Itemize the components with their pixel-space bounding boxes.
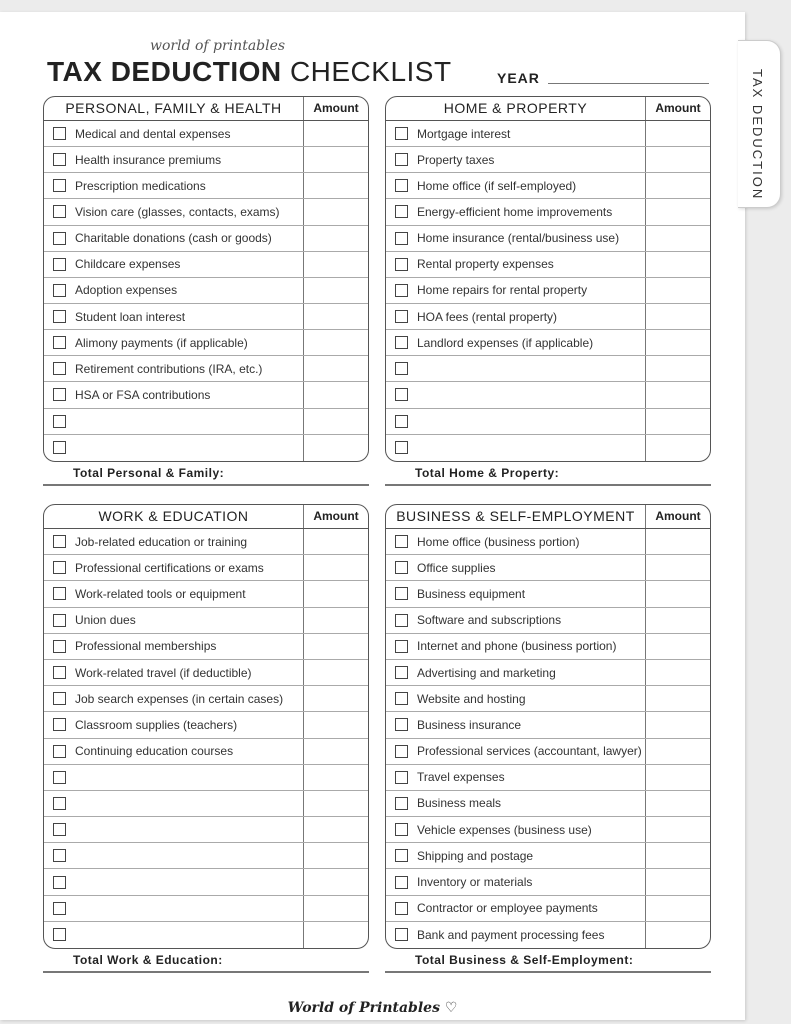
item-label: Student loan interest [75, 309, 186, 324]
table-row [386, 660, 710, 686]
checkbox[interactable] [395, 876, 408, 889]
table-header [44, 97, 368, 121]
item-label: Internet and phone (business portion) [417, 639, 617, 654]
amount-cell[interactable] [303, 843, 368, 868]
item-label: Union dues [75, 613, 136, 628]
checkbox[interactable] [53, 745, 66, 758]
amount-cell[interactable] [303, 252, 368, 277]
checkbox[interactable] [395, 928, 408, 941]
table-row [44, 356, 368, 382]
item-label: Classroom supplies (teachers) [75, 717, 238, 732]
item-label: Home office (if self-employed) [417, 178, 577, 193]
item-label: Rental property expenses [417, 257, 554, 272]
amount-cell[interactable] [303, 226, 368, 251]
item-label: Work-related tools or equipment [75, 586, 246, 601]
table-row [386, 843, 710, 869]
amount-cell[interactable] [303, 712, 368, 737]
checkbox[interactable] [53, 771, 66, 784]
checkbox[interactable] [53, 362, 66, 375]
section-total[interactable]: Total Personal & Family: [43, 466, 369, 486]
checkbox[interactable] [53, 692, 66, 705]
table-row [386, 791, 710, 817]
amount-cell[interactable] [303, 382, 368, 407]
table-row [44, 922, 368, 948]
amount-cell[interactable] [645, 791, 710, 816]
checkbox[interactable] [395, 535, 408, 548]
checkbox[interactable] [53, 849, 66, 862]
checkbox[interactable] [395, 362, 408, 375]
item-label: Software and subscriptions [417, 613, 562, 628]
amount-cell[interactable] [303, 356, 368, 381]
amount-cell[interactable] [303, 199, 368, 224]
table-row [386, 226, 710, 252]
table-row [44, 278, 368, 304]
checkbox[interactable] [395, 561, 408, 574]
table-row [44, 304, 368, 330]
amount-cell[interactable] [303, 869, 368, 894]
item-label: Landlord expenses (if applicable) [417, 335, 594, 350]
table-row [386, 869, 710, 895]
table-row [386, 304, 710, 330]
amount-cell[interactable] [303, 608, 368, 633]
amount-cell[interactable] [645, 555, 710, 580]
checkbox[interactable] [53, 441, 66, 454]
checkbox[interactable] [395, 153, 408, 166]
item-label: Business insurance [417, 717, 522, 732]
table-row [44, 843, 368, 869]
item-label: Charitable donations (cash or goods) [75, 231, 272, 246]
section-table [385, 96, 711, 462]
item-label: Advertising and marketing [417, 665, 556, 680]
checkbox[interactable] [395, 797, 408, 810]
section-table [43, 504, 369, 949]
section-table [385, 504, 711, 949]
amount-cell[interactable] [645, 278, 710, 303]
section-table [43, 96, 369, 462]
table-row [386, 765, 710, 791]
table-row [44, 817, 368, 843]
amount-cell[interactable] [645, 252, 710, 277]
checkbox[interactable] [395, 823, 408, 836]
table-row [44, 791, 368, 817]
checkbox[interactable] [395, 388, 408, 401]
table-row [386, 817, 710, 843]
item-label: Contractor or employee payments [417, 901, 598, 916]
amount-cell[interactable] [645, 817, 710, 842]
section-tab[interactable] [738, 40, 781, 208]
amount-cell[interactable] [645, 686, 710, 711]
table-row [44, 686, 368, 712]
item-label: Property taxes [417, 152, 495, 167]
amount-cell[interactable] [645, 660, 710, 685]
table-row [44, 173, 368, 199]
table-row [44, 608, 368, 634]
amount-cell[interactable] [303, 765, 368, 790]
table-row [386, 608, 710, 634]
amount-cell[interactable] [303, 581, 368, 606]
amount-cell[interactable] [645, 435, 710, 461]
table-row [386, 435, 710, 461]
table-row [386, 409, 710, 435]
table-row [386, 382, 710, 408]
checkbox[interactable] [53, 388, 66, 401]
amount-cell[interactable] [645, 922, 710, 948]
checkbox[interactable] [53, 179, 66, 192]
item-label: Medical and dental expenses [75, 126, 231, 141]
item-label: Professional services (accountant, lawyer) [417, 744, 642, 759]
amount-cell[interactable] [303, 435, 368, 461]
checkbox[interactable] [53, 258, 66, 271]
amount-cell[interactable] [303, 555, 368, 580]
checkbox[interactable] [395, 232, 408, 245]
table-row [44, 409, 368, 435]
checkbox[interactable] [53, 640, 66, 653]
table-header [386, 97, 710, 121]
table-row [386, 634, 710, 660]
table-row [386, 121, 710, 147]
checkbox[interactable] [53, 232, 66, 245]
title-bold: TAX DEDUCTION [47, 56, 282, 87]
table-row [44, 634, 368, 660]
amount-cell[interactable] [645, 173, 710, 198]
checkbox[interactable] [53, 666, 66, 679]
amount-cell[interactable] [303, 686, 368, 711]
item-label: Continuing education courses [75, 744, 234, 759]
amount-cell[interactable] [303, 529, 368, 554]
table-row [44, 252, 368, 278]
checkbox[interactable] [53, 535, 66, 548]
item-label: Work-related travel (if deductible) [75, 665, 252, 680]
table-row [386, 330, 710, 356]
amount-cell[interactable] [303, 278, 368, 303]
amount-cell[interactable] [303, 409, 368, 434]
table-row [386, 529, 710, 555]
section-total[interactable]: Total Home & Property: [385, 466, 711, 486]
page-title [47, 56, 452, 88]
item-label: Bank and payment processing fees [417, 927, 605, 942]
amount-cell[interactable] [303, 896, 368, 921]
item-label: Job-related education or training [75, 534, 248, 549]
table-row [386, 278, 710, 304]
amount-cell[interactable] [645, 147, 710, 172]
checkbox[interactable] [53, 823, 66, 836]
amount-cell[interactable] [645, 529, 710, 554]
item-label: Vehicle expenses (business use) [417, 822, 592, 837]
table-header [44, 505, 368, 529]
footer-logo: World of Printables ♡ [287, 1000, 458, 1016]
item-label: Mortgage interest [417, 126, 511, 141]
checkbox[interactable] [395, 718, 408, 731]
table-row [386, 922, 710, 948]
item-label: HOA fees (rental property) [417, 309, 558, 324]
checkbox[interactable] [395, 127, 408, 140]
checkbox[interactable] [395, 666, 408, 679]
amount-cell[interactable] [645, 226, 710, 251]
amount-cell[interactable] [645, 608, 710, 633]
amount-cell[interactable] [303, 739, 368, 764]
checkbox[interactable] [53, 876, 66, 889]
checkbox[interactable] [53, 797, 66, 810]
checkbox[interactable] [395, 310, 408, 323]
item-label: Health insurance premiums [75, 152, 222, 167]
item-label: HSA or FSA contributions [75, 387, 211, 402]
item-label: Childcare expenses [75, 257, 181, 272]
section-total[interactable]: Total Business & Self-Employment: [385, 953, 711, 973]
amount-cell[interactable] [645, 199, 710, 224]
item-label: Website and hosting [417, 691, 526, 706]
table-row [386, 173, 710, 199]
checkbox[interactable] [395, 336, 408, 349]
item-label: Business meals [417, 796, 502, 811]
item-label: Inventory or materials [417, 875, 533, 890]
checkbox[interactable] [395, 284, 408, 297]
year-field[interactable] [548, 83, 709, 84]
checkbox[interactable] [53, 614, 66, 627]
amount-cell[interactable] [645, 409, 710, 434]
amount-cell[interactable] [645, 121, 710, 146]
table-row [386, 147, 710, 173]
item-label: Retirement contributions (IRA, etc.) [75, 361, 263, 376]
amount-cell[interactable] [303, 304, 368, 329]
item-label: Home repairs for rental property [417, 283, 588, 298]
table-row [44, 382, 368, 408]
section-title: PERSONAL, FAMILY & HEALTH [65, 100, 282, 116]
amount-header: Amount [645, 97, 710, 120]
checkbox[interactable] [53, 587, 66, 600]
amount-cell[interactable] [303, 791, 368, 816]
item-label: Alimony payments (if applicable) [75, 335, 248, 350]
amount-cell[interactable] [303, 660, 368, 685]
table-row [386, 686, 710, 712]
item-label: Professional certifications or exams [75, 560, 264, 575]
checkbox[interactable] [53, 205, 66, 218]
checkbox[interactable] [395, 902, 408, 915]
amount-cell[interactable] [303, 121, 368, 146]
amount-cell[interactable] [645, 712, 710, 737]
section-title: BUSINESS & SELF-EMPLOYMENT [396, 508, 635, 524]
amount-header: Amount [645, 505, 710, 528]
item-label: Travel expenses [417, 770, 505, 785]
amount-cell[interactable] [645, 869, 710, 894]
table-row [386, 555, 710, 581]
checkbox[interactable] [53, 718, 66, 731]
item-label: Energy-efficient home improvements [417, 204, 613, 219]
table-row [44, 712, 368, 738]
checkbox[interactable] [53, 153, 66, 166]
amount-cell[interactable] [645, 330, 710, 355]
item-label: Vision care (glasses, contacts, exams) [75, 204, 280, 219]
item-label: Adoption expenses [75, 283, 178, 298]
table-row [44, 765, 368, 791]
section-total[interactable]: Total Work & Education: [43, 953, 369, 973]
table-row [386, 252, 710, 278]
item-label: Home office (business portion) [417, 534, 580, 549]
checkbox[interactable] [395, 258, 408, 271]
checkbox[interactable] [395, 771, 408, 784]
amount-cell[interactable] [645, 843, 710, 868]
table-row [44, 529, 368, 555]
checkbox[interactable] [53, 415, 66, 428]
table-row [44, 739, 368, 765]
item-label: Home insurance (rental/business use) [417, 231, 620, 246]
title-light: CHECKLIST [289, 56, 452, 87]
checkbox[interactable] [53, 561, 66, 574]
amount-cell[interactable] [303, 173, 368, 198]
amount-cell[interactable] [303, 634, 368, 659]
item-label: Prescription medications [75, 178, 206, 193]
amount-cell[interactable] [645, 739, 710, 764]
table-row [44, 896, 368, 922]
checkbox[interactable] [395, 692, 408, 705]
table-row [44, 435, 368, 461]
checkbox[interactable] [395, 849, 408, 862]
amount-cell[interactable] [645, 896, 710, 921]
item-label: Business equipment [417, 586, 526, 601]
tab-label: TAX DEDUCTION [750, 69, 765, 201]
checkbox[interactable] [395, 179, 408, 192]
table-row [386, 712, 710, 738]
checkbox[interactable] [53, 902, 66, 915]
table-row [386, 581, 710, 607]
amount-cell[interactable] [303, 330, 368, 355]
item-label: Job search expenses (in certain cases) [75, 691, 284, 706]
checkbox[interactable] [53, 284, 66, 297]
checkbox[interactable] [395, 745, 408, 758]
table-row [44, 660, 368, 686]
brand-script: world of printables [150, 38, 286, 54]
checkbox[interactable] [395, 587, 408, 600]
item-label: Shipping and postage [417, 848, 534, 863]
amount-cell[interactable] [645, 356, 710, 381]
amount-cell[interactable] [303, 817, 368, 842]
checkbox[interactable] [395, 415, 408, 428]
table-row [44, 330, 368, 356]
item-label: Professional memberships [75, 639, 217, 654]
amount-cell[interactable] [303, 147, 368, 172]
amount-cell[interactable] [645, 581, 710, 606]
checkbox[interactable] [53, 310, 66, 323]
table-row [44, 147, 368, 173]
amount-cell[interactable] [645, 634, 710, 659]
checkbox[interactable] [395, 640, 408, 653]
amount-cell[interactable] [645, 765, 710, 790]
table-header [386, 505, 710, 529]
amount-cell[interactable] [645, 304, 710, 329]
section-title: WORK & EDUCATION [98, 508, 249, 524]
item-label: Office supplies [417, 560, 496, 575]
table-row [44, 869, 368, 895]
table-row [44, 121, 368, 147]
checkbox[interactable] [395, 614, 408, 627]
year-label: YEAR [497, 70, 540, 86]
checkbox[interactable] [53, 928, 66, 941]
table-row [386, 199, 710, 225]
amount-header: Amount [303, 97, 368, 120]
checkbox[interactable] [53, 127, 66, 140]
checkbox[interactable] [395, 441, 408, 454]
table-row [386, 896, 710, 922]
checkbox[interactable] [53, 336, 66, 349]
checkbox[interactable] [395, 205, 408, 218]
section-title: HOME & PROPERTY [443, 100, 588, 116]
table-row [44, 199, 368, 225]
table-row [44, 581, 368, 607]
table-row [386, 356, 710, 382]
table-row [44, 555, 368, 581]
table-row [386, 739, 710, 765]
table-row [44, 226, 368, 252]
amount-header: Amount [303, 505, 368, 528]
amount-cell[interactable] [645, 382, 710, 407]
amount-cell[interactable] [303, 922, 368, 948]
